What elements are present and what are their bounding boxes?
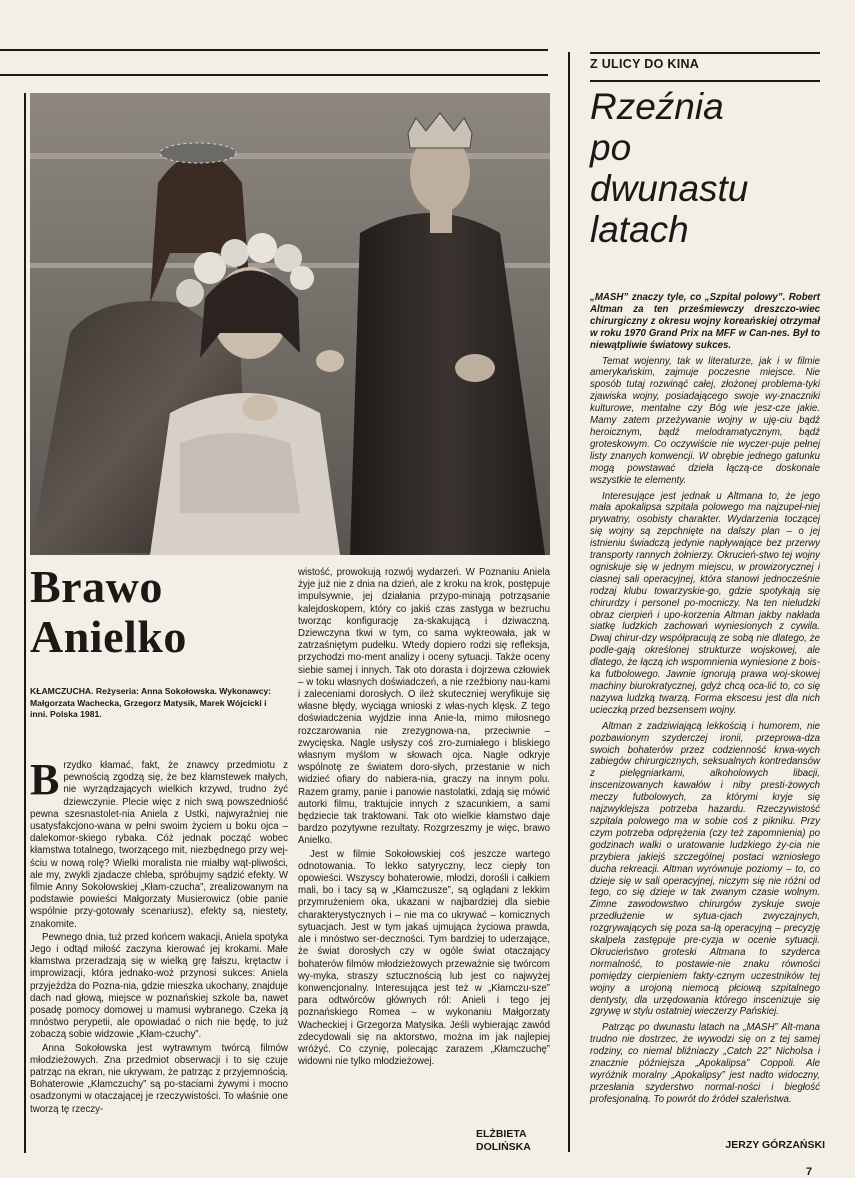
left-article-column-2 [298, 567, 550, 1119]
headline-line: po [590, 127, 632, 168]
body-paragraph: Pewnego dnia, tuż przed końcem wakacji, Aniela spotyka Jego i odtąd miłość zaczyna kierować jej krokami. Małe kłamstwa przeradzają się w wielką grę fałszu, krętactw i improwizacji, która jednako-woż przynosi sukces: Aniela przyjeżdża do Pozna-nia, gdzie mieszka ukochany, znajduje dach nad głową, miejsce w poznańskiej szkole ba, nawet posadę pomocy domowej u mamusi wybranego. Czeka ją mnóstwo perypetii, ale opowiadać o nich nie będę, to już zobaczą sobie widzowie „Kłam-czuchy”. [30, 931, 288, 1041]
headline-line-1: Brawo [30, 561, 163, 612]
film-still-photo [30, 93, 550, 555]
left-frame-rule [24, 93, 26, 1153]
body-paragraph: Brzydko kłamać, fakt, że znawcy przedmiotu z pewnością zgodzą się, że bez kłamstewek małych, nie wyrządzających wielkich krzywd, trudno żyć dziewczynie. Plecie więc z nich swą powszedniość pewna szesnastolet-nia Aniela z Ustki, najwyraźniej nie usatysfakcjono-wana w pełni swoim życiem u boku ojca – dalekomor-skiego rybaka. Cóż jednak począć wobec kłamstwa totalnego, tworzącego mit, niezbędnego przy wej-ściu w nową rolę? Wielki moralista nie miałby wąt-pliwości, ale my, zwykli zjadacze chleba, spróbujmy sądzić efekty. W filmie Anny Sokołowskiej „Kłam-czucha”, zrealizowanym na podstawie powieści Małgorzaty Musierowicz (obie panie wspólnie przy-gotowały scenariusz), efekty są, niestety, znakomite. [30, 755, 288, 930]
left-article-column-1 [30, 755, 288, 1155]
top-rule-left-1 [0, 49, 548, 51]
right-article-body [590, 292, 820, 1105]
body-paragraph: Altman z zadziwiającą lekkością i humorem, nie pozbawionym szyderczej ironii, przeprowa-dza swoich bohaterów przez codzienność krwa-wych zabiegów chirurgicznych, seksualnych kontredansów z pielęgniarkami, alkoholowych libacji, inscenizowanych kawałów i niby presti-żowych meczy futbolowych, za którymi kryje się najzwyklejsza potrzeba hazardu. Rzeczywistość szpitala polowego ma w sobie coś z pikniku. Przy czym potrzeba odprężenia (czy też zapomnienia) po godzinach walki o uratowanie ludzkiego ży-cia nie przybiera jakiejś szczególnej postaci wzniosłego ducha rekreacji. Altman wyrównuje poziomy – to, co dzieje się w sali operacyjnej, niczym się nie różni od tego, co się dzieje w tak zwanym czasie wolnym. Zimne zawodowstwo chirurgów zyskuje swoje przedłużenie w sytua-cjach zwyczajnych, rozgrywających się poza sa-lą operacyjną – precyzję skalpela zastępuje pre-cyzja w ocenie sytuacji. Okrucieństwo groteski Altmana to szyderca normalność, to postawie-nie znaku równości pomiędzy cierpieniem fakty-cznym uczestników tej wojny a urojoną niemocą płciową szpitalnego dentysty, dla urzędowania którego inscenizuje się zgrywę w stylu ostatniej wieczerzy Pańskiej. [590, 720, 820, 1018]
film-credits: KŁAMCZUCHA. Reżyseria: Anna Sokołowska. Wykonawcy: Małgorzata Wachecka, Grzegorz Matysik, Marek Wójcicki i inni. Polska 1981. [30, 686, 272, 720]
section-label: Z ULICY DO KINA [590, 57, 700, 71]
headline-line: dwunastu [590, 168, 749, 209]
body-paragraph: Patrząc po dwunastu latach na „MASH” Alt-mana trudno nie dostrzec, że wywodzi się on z tej samej rodziny, co niemal bliźniaczy „Catch 22” Nicholsa i znacznie późniejsza „Apokalipsa” Coppoli. Ale wyróżnik moralny „Apokalipsy” jest nadto widoczny, przesłania szyderstwo normal-ności i biegłość profesjonalną. To powrót do źródeł szaleństwa. [590, 1022, 820, 1105]
body-paragraph: Temat wojenny, tak w literaturze, jak i w filmie amerykańskim, zajmuje poczesne miejsce. Nie sposób tutaj rozwinąć całej, złożonej problema-tyki zjawiska wojny, posiadającego swoje wy-znaczniki kulturowe, mentalne czy Bóg wie jesz-cze jakie. Mamy zatem przeżywanie wojny w uję-ciu bądź heroicznym, bądź melodramatycznym, bądź groteskowym. Co oczywiście nie wyczer-puje pełnej listy znanych konwencji. W obrębie jednego gatunku mogą powstawać dzieła łączą-ce doskonale wszystkie te elementy. [590, 355, 820, 486]
top-rule-right-2 [590, 80, 820, 82]
column-divider [568, 52, 570, 1152]
right-article-headline [590, 86, 820, 250]
author-first-name: ELŻBIETA [476, 1128, 527, 1140]
body-paragraph: Interesujące jest jednak u Altmana to, że jego mała apokalipsa szpitala polowego ma najzupeł-niej prywatny, osobisty charakter. Wydarzenia toczącej się wojny są zepchnięte na dalszy plan – o jej istnieniu świadczą jedynie napływające bez przerwy transporty rannych żołnierzy. Okrucień-stwo tej wojny ogniskuje się w jednym miejscu, w prowizorycznej i ciasnej sali operacyjnej, która stanowi jednocześnie rodzaj klubu towarzyskie-go, gdzie spotykają się chirurdzy i personel po-mocniczy. Na ten nieludzki obraz cierpień i upo-korzenia Altman jakby nakłada siatkę ludzkich zachowań wyniesionych z cywila. Dwaj chirur-dzy współpracują ze sobą nie dlatego, że podle-gają określonej strukturze wojskowej, ale dlatego, że łączą ich wspomnienia wyniesione z bois-ka futbolowego. Jawnie ignorują prawa woj-skowej machiny biurokratycznej, gdyż chcą oca-lić to, co się nazywa ludzką twarzą. Forma ekscesu jest dla nich ucieczką przed bezsensem wojny. [590, 490, 820, 716]
body-paragraph: wistość, prowokują rozwój wydarzeń. W Poznaniu Aniela żyje już nie z dnia na dzień, ale z kroku na krok, postępuje impulsywnie, jej działania przypo-minają potrząsanie kalejdoskopem, który co jakiś czas zastyga w bezruchu tworząc konfigurację za-skakującą i dziwaczną. Dziewczyna tkwi w tym, co sama wykreowała, jak w zatrzaśniętym pudełku. Wtedy dopiero rodzi się refleksja, przychodzi mo-ment analizy i oceny sytuacji. Także oceny siebie samej i innych. Tak oto dorasta i dojrzewa człowiek – w toku własnych doświadczeń, a nie rzeźbiony nau-kami i zaleceniami dorosłych. O ileż skuteczniej weryfikuje się własne błędy, wyciąga wnioski z włas-nych klęsk. Z tego doświadczenia wyjdzie inna Anie-la, mimo miłosnego rozczarowania nie zrezygnowa-na, przeciwnie – zwycięska. Nagle usłyszy coś zro-zumiałego i bliskiego własnym myślom w słowach ojca. Nagle odkryje wspólnotę ze światem doro-słych, przestanie w nich widzieć ofiary do nabiera-nia, graczy na innym polu. Razem gramy, panie i panowie nastolatki, zdają się mówić autorki filmu, traktujcie innych z szacunkiem, a sami będziecie tak traktowani. Tak oto wielkie kłamstwo daje bardzo pozytywne rezultaty. Rozgrzeszmy je więc, brawo Anielko. [298, 567, 550, 847]
body-paragraph: Anna Sokołowska jest wytrawnym twórcą filmów młodzieżowych. Zna przedmiot obserwacji i to się czuje patrząc na ekran, nie ukrywam, że patrząc z przyjemnością. Bohaterowie „Kłamczuchy” są po-staciami żywymi i mocno osadzonymi w otaczającej je rzeczywistości. To właśnie one tworzą tę rzeczy- [30, 1042, 288, 1115]
top-rule-right-1 [590, 52, 820, 54]
headline-line: Rzeźnia [590, 86, 724, 127]
headline-line: latach [590, 209, 689, 250]
author-last-name: DOLIŃSKA [476, 1141, 531, 1153]
body-paragraph: Jest w filmie Sokołowskiej coś jeszcze wartego odnotowania. To lekko satyryczny, lecz ciepły ton opowieści. Wszyscy bohaterowie, młodzi, dorośli i całkiem mali, bo i tacy są w „Kłamczusze”, są oglądani z lekkim przymrużeniem oka, ukazani w najbardziej dla siebie charakterystycznych i – nie ma co ukrywać – komicznych sytuacjach. Jest w tym jakaś ujmująca życiowa prawda, ale i mnóstwo ser-deczności. Tym bardziej to uderzające, że świat dorosłych czy w ogóle świat otaczający bohaterów filmów młodzieżowych przeważnie się twórcom wy-myka, straszy sztucznością lub jest co najwyżej konwencjonalny. Interesująca jest też w „Kłamczu-sze” para odtwórców głównych ról: Anieli i tego jej poznańskiego Romea – w wykonaniu Małgorzaty Wacheckiej i Grzegorza Matysika. Jeśli wybierając zawód zdecydowali się na aktorstwo, można im jak najlepiej wróżyć. Co czynię, polecając zarazem „Kłamczuchę” widowni nie tylko młodzieżowej. [298, 848, 550, 1068]
left-article-author [476, 1128, 556, 1154]
right-article-author: JERZY GÓRZAŃSKI [725, 1139, 825, 1151]
headline-line-2: Anielko [30, 611, 187, 662]
page-number: 7 [806, 1166, 813, 1178]
left-article-headline [30, 562, 290, 662]
top-rule-left-2 [0, 74, 548, 76]
drop-cap: B [30, 755, 60, 804]
lead-paragraph: „MASH” znaczy tyle, co „Szpital polowy”. Robert Altman za ten prześmiewczy dreszczo-wiec chirurgiczny z okresu wojny koreańskiej otrzymał w roku 1970 Grand Prix na MFF w Can-nes. Był to niewątpliwie światowy sukces. [590, 292, 820, 351]
